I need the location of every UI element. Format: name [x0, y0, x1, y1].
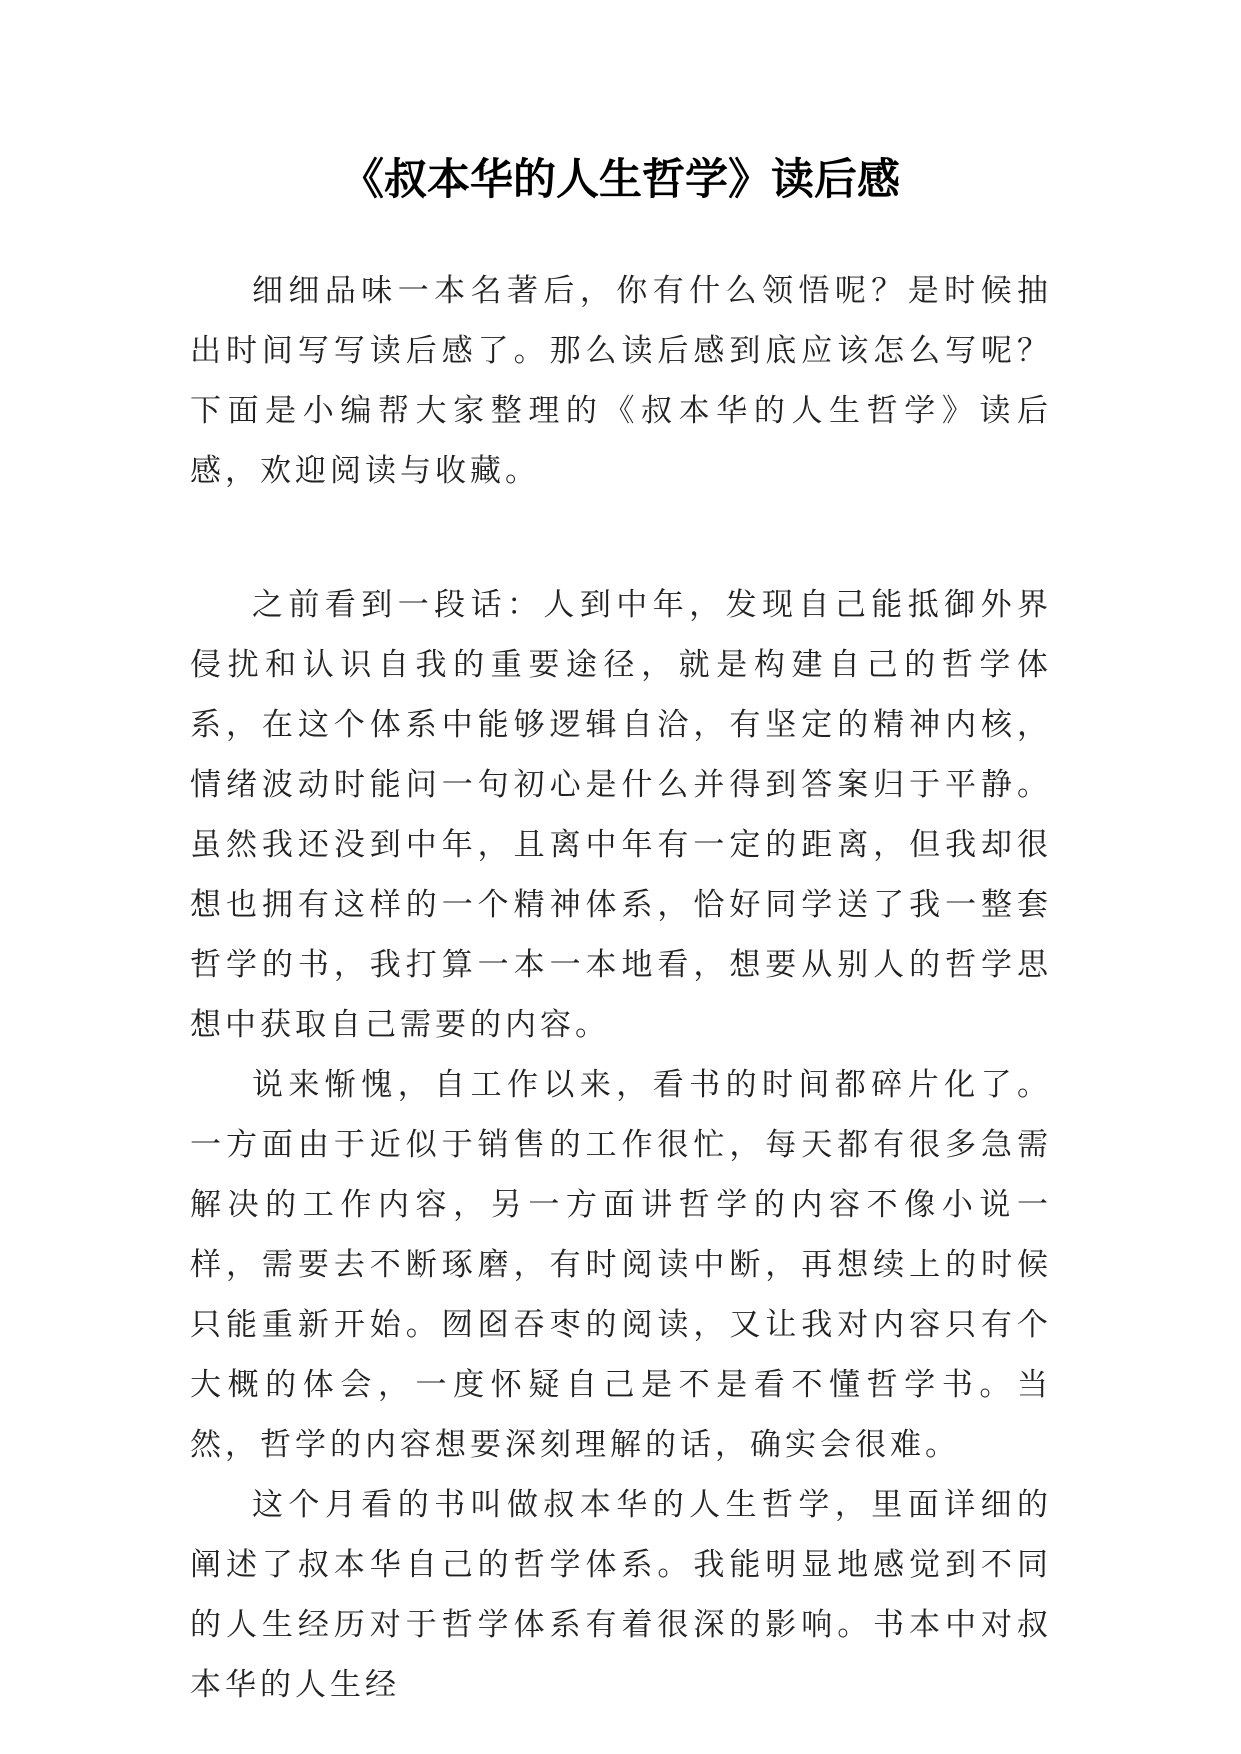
- body-block: [190, 575, 1052, 1715]
- body-paragraph: 之前看到一段话：人到中年，发现自己能抵御外界侵扰和认识自我的重要途径，就是构建自己的哲学体系，在这个体系中能够逻辑自洽，有坚定的精神内核，情绪波动时能问一句初心是什么并得到答案归于平静。虽然我还没到中年，且离中年有一定的距离，但我却很想也拥有这样的一个精神体系，恰好同学送了我一整套哲学的书，我打算一本一本地看，想要从别人的哲学思想中获取自己需要的内容。: [190, 587, 1052, 1043]
- body-paragraph: 这个月看的书叫做叔本华的人生哲学，里面详细的阐述了叔本华自己的哲学体系。我能明显地感觉到不同的人生经历对于哲学体系有着很深的影响。书本中对叔本华的人生经: [190, 1487, 1052, 1703]
- intro-paragraph: 细细品味一本名著后，你有什么领悟呢？是时候抽出时间写写读后感了。那么读后感到底应该怎么写呢？下面是小编帮大家整理的《叔本华的人生哲学》读后感，欢迎阅读与收藏。: [190, 273, 1052, 489]
- document-title: 《叔本华的人生哲学》读后感: [341, 155, 900, 205]
- body-paragraph: 说来惭愧，自工作以来，看书的时间都碎片化了。一方面由于近似于销售的工作很忙，每天都有很多急需解决的工作内容，另一方面讲哲学的内容不像小说一样，需要去不断琢磨，有时阅读中断，再想续上的时候只能重新开始。囫囵吞枣的阅读，又让我对内容只有个大概的体会，一度怀疑自己是不是看不懂哲学书。当然，哲学的内容想要深刻理解的话，确实会很难。: [190, 1067, 1052, 1463]
- intro-block: [190, 261, 1052, 501]
